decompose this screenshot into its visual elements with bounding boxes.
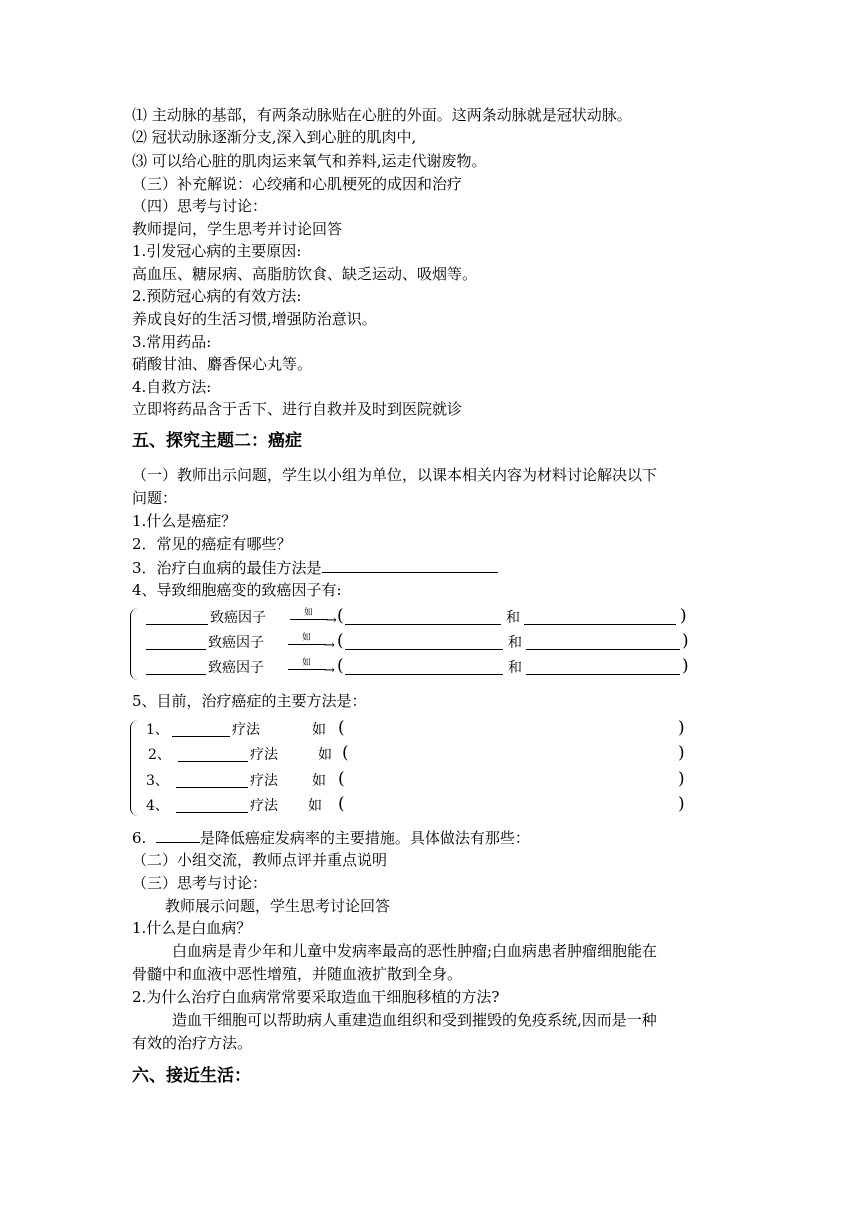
paren-open: ( — [337, 631, 344, 651]
answer-blank[interactable] — [322, 556, 498, 573]
text-line: （一）教师出示问题，学生以小组为单位，以课本相关内容为材料讨论解决以下 — [132, 466, 658, 484]
paren-open: ( — [338, 769, 345, 789]
question: 4、导致细胞癌变的致癌因子有: — [132, 581, 342, 599]
answer-blank[interactable] — [176, 796, 248, 813]
method-number: 2、 — [148, 747, 171, 763]
text-line: 2.预防冠心病的有效方法: — [132, 287, 302, 305]
brace — [130, 720, 141, 816]
answer-blank[interactable] — [176, 771, 248, 788]
question: 1.什么是癌症？ — [132, 512, 237, 530]
method-number: 1、 — [146, 722, 169, 738]
text-line: 立即将药品含于舌下、进行自救并及时到医院就诊 — [132, 400, 463, 418]
method-label: 疗法 — [250, 798, 278, 814]
section-heading: 五、探究主题二：癌症 — [132, 431, 302, 451]
example-label: 如 — [318, 747, 332, 763]
question: 2.为什么治疗白血病常常要采取造血干细胞移植的方法? — [132, 988, 500, 1006]
answer-blank[interactable] — [345, 633, 503, 650]
text-line: 4.自救方法: — [132, 378, 212, 396]
question-text: 3．治疗白血病的最佳方法是 — [132, 559, 322, 577]
method-number: 4、 — [146, 798, 169, 814]
paren-close: ) — [678, 794, 685, 814]
paren-open: ( — [338, 794, 345, 814]
answer-blank[interactable] — [526, 633, 680, 650]
arrow-icon: → 如 — [288, 633, 334, 653]
example-label: 如 — [308, 798, 322, 814]
answer-blank[interactable] — [172, 720, 230, 737]
text-line: （三）思考与讨论： — [132, 874, 268, 892]
answer-text: 白血病是青少年和儿童中发病率最高的恶性肿瘤;白血病患者肿瘤细胞能在 — [172, 942, 658, 960]
method-label: 疗法 — [250, 747, 278, 763]
text-line: 教师提问，学生思考并讨论回答 — [132, 220, 343, 238]
text-line: ⑴ 主动脉的基部，有两条动脉贴在心脏的外面。这两条动脉就是冠状动脉。 — [132, 106, 632, 124]
answer-blank[interactable] — [146, 658, 206, 675]
arrow-label: 如 — [302, 658, 312, 668]
example-label: 如 — [312, 722, 326, 738]
paren-open: ( — [337, 656, 344, 676]
text-line: 问题： — [132, 489, 178, 507]
text-line: （三）补充解说：心绞痛和心肌梗死的成因和治疗 — [132, 175, 463, 193]
question: 1.什么是白血病？ — [132, 919, 252, 937]
and-label: 和 — [508, 635, 522, 651]
paren-close: ) — [678, 769, 685, 789]
answer-blank[interactable] — [146, 608, 208, 625]
answer-blank[interactable] — [524, 608, 676, 625]
paren-open: ( — [338, 718, 345, 738]
text-line: 养成良好的生活习惯,增强防治意识。 — [132, 310, 377, 328]
arrow-label: 如 — [302, 633, 312, 643]
question-number: 6. — [132, 829, 147, 847]
example-label: 如 — [312, 773, 326, 789]
text-line: 教师展示问题，学生思考讨论回答 — [165, 897, 391, 915]
arrow-icon: → 如 — [288, 658, 334, 678]
question: 5、目前，治疗癌症的主要方法是： — [132, 692, 367, 710]
paren-close: ) — [680, 606, 687, 626]
text-line: （四）思考与讨论： — [132, 197, 268, 215]
text-line: ⑶ 可以给心脏的肌肉运来氧气和养料,运走代谢废物。 — [132, 152, 487, 170]
text-line: 硝酸甘油、麝香保心丸等。 — [132, 355, 313, 373]
factor-label: 致癌因子 — [208, 635, 264, 651]
answer-blank[interactable] — [178, 745, 248, 762]
arrow-label: 如 — [304, 608, 314, 618]
answer-text: 有效的治疗方法。 — [132, 1034, 253, 1052]
answer-text: 骨髓中和血液中恶性增殖，并随血液扩散到全身。 — [132, 965, 463, 983]
paren-open: ( — [342, 743, 349, 763]
answer-blank[interactable] — [146, 633, 206, 650]
section-heading: 六、接近生活： — [132, 1066, 251, 1086]
and-label: 和 — [506, 610, 520, 626]
arrow-icon: → 如 — [290, 608, 336, 628]
factor-label: 致癌因子 — [208, 660, 264, 676]
paren-close: ) — [682, 631, 689, 651]
answer-blank[interactable] — [345, 658, 503, 675]
factor-label: 致癌因子 — [210, 610, 266, 626]
paren-close: ) — [678, 743, 685, 763]
answer-text: 造血干细胞可以帮助病人重建造血组织和受到摧毁的免疫系统,因而是一种 — [172, 1011, 657, 1029]
method-label: 疗法 — [250, 773, 278, 789]
paren-close: ) — [682, 656, 689, 676]
answer-blank[interactable] — [345, 608, 501, 625]
paren-open: ( — [337, 606, 344, 626]
text-line: （二）小组交流，教师点评并重点说明 — [132, 851, 388, 869]
question-text: 是降低癌症发病率的主要措施。具体做法有那些： — [199, 829, 530, 847]
text-line: 1.引发冠心病的主要原因: — [132, 242, 302, 260]
answer-blank[interactable] — [156, 826, 200, 843]
text-line: 3.常用药品: — [132, 333, 212, 351]
method-label: 疗法 — [232, 722, 260, 738]
text-line: 高血压、糖尿病、高脂肪饮食、缺乏运动、吸烟等。 — [132, 265, 478, 283]
brace — [130, 608, 141, 680]
text-line: ⑵ 冠状动脉逐渐分支,深入到心脏的肌肉中, — [132, 128, 417, 146]
paren-close: ) — [678, 718, 685, 738]
question: 2．常见的癌症有哪些？ — [132, 535, 292, 553]
question — [132, 556, 498, 579]
method-number: 3、 — [146, 773, 169, 789]
question — [132, 826, 530, 849]
answer-blank[interactable] — [526, 658, 680, 675]
and-label: 和 — [508, 660, 522, 676]
